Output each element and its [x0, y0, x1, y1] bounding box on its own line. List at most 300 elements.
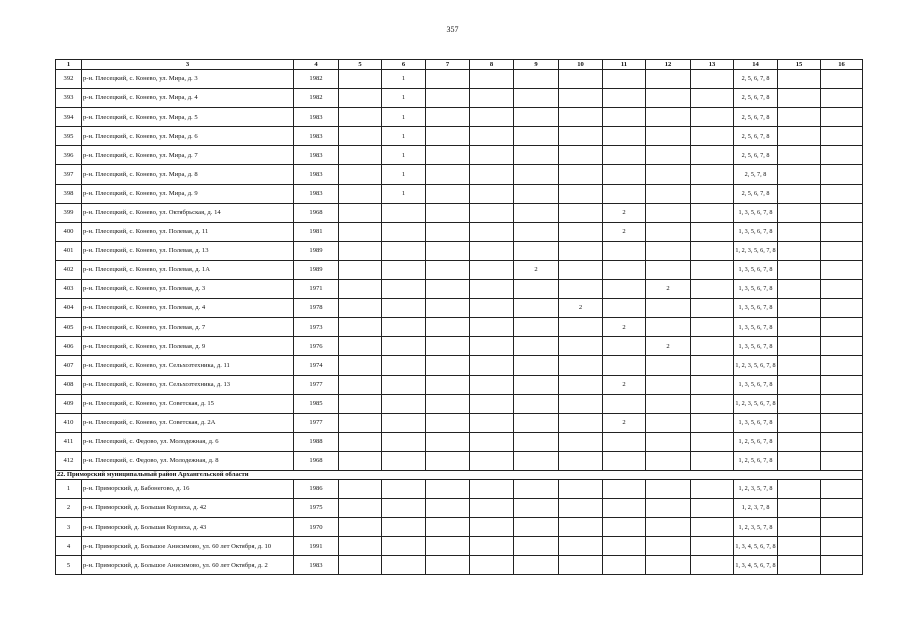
value-cell-13 — [691, 537, 734, 556]
value-cell-7 — [426, 556, 470, 575]
address-cell: р-н. Плесецкий, с. Конево, ул. Сельхозтехника, д. 11 — [82, 356, 294, 375]
table-row — [56, 556, 863, 575]
year-cell: 1971 — [294, 280, 339, 299]
value-cell-13 — [691, 499, 734, 518]
table-body — [56, 70, 863, 575]
address-cell: р-н. Плесецкий, с. Конево, ул. Полевая, д. 11 — [82, 222, 294, 241]
value-cell-11: 2 — [603, 222, 646, 241]
value-cell-13 — [691, 280, 734, 299]
value-cell-13 — [691, 299, 734, 318]
table-row — [56, 537, 863, 556]
value-cell-11 — [603, 146, 646, 165]
value-cell-9 — [514, 203, 559, 222]
year-cell: 1981 — [294, 222, 339, 241]
value-cell-11 — [603, 337, 646, 356]
value-cell-7 — [426, 432, 470, 451]
value-cell-12 — [646, 413, 691, 432]
value-cell-11: 2 — [603, 413, 646, 432]
value-cell-8 — [470, 499, 514, 518]
value-cell-11 — [603, 127, 646, 146]
value-cell-10 — [559, 70, 603, 89]
value-cell-15 — [778, 556, 821, 575]
value-cell-5 — [339, 518, 382, 537]
value-cell-13 — [691, 394, 734, 413]
value-cell-11 — [603, 260, 646, 279]
address-cell: р-н. Плесецкий, с. Конево, ул. Полевая, д. 1А — [82, 260, 294, 279]
column-header-7: 7 — [426, 60, 470, 70]
value-cell-12 — [646, 394, 691, 413]
year-cell: 1991 — [294, 537, 339, 556]
value-cell-14: 1, 2, 3, 5, 7, 8 — [734, 518, 778, 537]
column-header-15: 15 — [778, 60, 821, 70]
year-cell: 1989 — [294, 260, 339, 279]
value-cell-9 — [514, 108, 559, 127]
value-cell-15 — [778, 184, 821, 203]
value-cell-8 — [470, 375, 514, 394]
value-cell-7 — [426, 337, 470, 356]
value-cell-6 — [382, 337, 426, 356]
value-cell-12 — [646, 241, 691, 260]
value-cell-10 — [559, 499, 603, 518]
value-cell-13 — [691, 222, 734, 241]
value-cell-16 — [821, 299, 863, 318]
value-cell-13 — [691, 260, 734, 279]
value-cell-9 — [514, 241, 559, 260]
row-number-cell: 407 — [56, 356, 82, 375]
value-cell-11: 2 — [603, 318, 646, 337]
row-number-cell: 5 — [56, 556, 82, 575]
year-cell: 1975 — [294, 499, 339, 518]
value-cell-10 — [559, 356, 603, 375]
value-cell-5 — [339, 89, 382, 108]
column-header-3: 3 — [82, 60, 294, 70]
value-cell-9 — [514, 375, 559, 394]
address-cell: р-н. Приморский, д. Большая Корзиха, д. 42 — [82, 499, 294, 518]
value-cell-11 — [603, 518, 646, 537]
value-cell-8 — [470, 337, 514, 356]
row-number-cell: 397 — [56, 165, 82, 184]
value-cell-14: 2, 5, 6, 7, 8 — [734, 89, 778, 108]
value-cell-6 — [382, 375, 426, 394]
value-cell-9 — [514, 146, 559, 165]
value-cell-16 — [821, 432, 863, 451]
value-cell-15 — [778, 241, 821, 260]
value-cell-7 — [426, 241, 470, 260]
table-row — [56, 280, 863, 299]
value-cell-10 — [559, 108, 603, 127]
value-cell-9 — [514, 356, 559, 375]
value-cell-14: 1, 3, 5, 6, 7, 8 — [734, 299, 778, 318]
value-cell-7 — [426, 222, 470, 241]
value-cell-11 — [603, 280, 646, 299]
value-cell-14: 2, 5, 6, 7, 8 — [734, 184, 778, 203]
value-cell-6: 1 — [382, 165, 426, 184]
year-cell: 1986 — [294, 479, 339, 498]
address-cell: р-н. Плесецкий, с. Конево, ул. Полевая, д. 4 — [82, 299, 294, 318]
value-cell-9 — [514, 337, 559, 356]
address-cell: р-н. Плесецкий, с. Конево, ул. Мира, д. 4 — [82, 89, 294, 108]
value-cell-7 — [426, 299, 470, 318]
value-cell-8 — [470, 165, 514, 184]
value-cell-8 — [470, 318, 514, 337]
table-row — [56, 413, 863, 432]
year-cell: 1989 — [294, 241, 339, 260]
value-cell-16 — [821, 413, 863, 432]
value-cell-12 — [646, 108, 691, 127]
row-number-cell: 412 — [56, 451, 82, 470]
year-cell: 1983 — [294, 127, 339, 146]
value-cell-6 — [382, 479, 426, 498]
year-cell: 1982 — [294, 89, 339, 108]
value-cell-13 — [691, 356, 734, 375]
value-cell-16 — [821, 479, 863, 498]
table-row — [56, 337, 863, 356]
value-cell-14: 1, 3, 4, 5, 6, 7, 8 — [734, 537, 778, 556]
value-cell-8 — [470, 89, 514, 108]
row-number-cell: 402 — [56, 260, 82, 279]
value-cell-5 — [339, 203, 382, 222]
value-cell-14: 2, 5, 6, 7, 8 — [734, 127, 778, 146]
value-cell-7 — [426, 280, 470, 299]
column-header-5: 5 — [339, 60, 382, 70]
value-cell-11 — [603, 356, 646, 375]
value-cell-12 — [646, 127, 691, 146]
value-cell-15 — [778, 413, 821, 432]
value-cell-16 — [821, 146, 863, 165]
value-cell-16 — [821, 499, 863, 518]
value-cell-13 — [691, 241, 734, 260]
value-cell-14: 1, 3, 5, 6, 7, 8 — [734, 318, 778, 337]
row-number-cell: 409 — [56, 394, 82, 413]
value-cell-12 — [646, 203, 691, 222]
row-number-cell: 410 — [56, 413, 82, 432]
value-cell-11 — [603, 108, 646, 127]
value-cell-10 — [559, 89, 603, 108]
value-cell-12: 2 — [646, 280, 691, 299]
year-cell: 1983 — [294, 184, 339, 203]
value-cell-12 — [646, 222, 691, 241]
value-cell-10 — [559, 260, 603, 279]
value-cell-6: 1 — [382, 108, 426, 127]
value-cell-6 — [382, 518, 426, 537]
value-cell-5 — [339, 479, 382, 498]
row-number-cell: 403 — [56, 280, 82, 299]
value-cell-9 — [514, 518, 559, 537]
value-cell-14: 1, 3, 5, 6, 7, 8 — [734, 280, 778, 299]
value-cell-6: 1 — [382, 89, 426, 108]
value-cell-7 — [426, 260, 470, 279]
value-cell-6 — [382, 537, 426, 556]
page-number: 357 — [446, 25, 459, 34]
value-cell-9 — [514, 537, 559, 556]
value-cell-10: 2 — [559, 299, 603, 318]
value-cell-16 — [821, 318, 863, 337]
value-cell-8 — [470, 556, 514, 575]
value-cell-9 — [514, 318, 559, 337]
value-cell-12 — [646, 451, 691, 470]
value-cell-10 — [559, 432, 603, 451]
value-cell-14: 1, 2, 5, 6, 7, 8 — [734, 451, 778, 470]
value-cell-8 — [470, 356, 514, 375]
value-cell-11 — [603, 537, 646, 556]
value-cell-14: 1, 2, 3, 5, 6, 7, 8 — [734, 356, 778, 375]
table-row — [56, 260, 863, 279]
value-cell-15 — [778, 318, 821, 337]
address-cell: р-н. Приморский, д. Бабонегово, д. 16 — [82, 479, 294, 498]
value-cell-11 — [603, 70, 646, 89]
column-header-13: 13 — [691, 60, 734, 70]
value-cell-15 — [778, 499, 821, 518]
value-cell-9 — [514, 479, 559, 498]
value-cell-5 — [339, 337, 382, 356]
value-cell-8 — [470, 299, 514, 318]
value-cell-11 — [603, 556, 646, 575]
value-cell-8 — [470, 432, 514, 451]
value-cell-14: 2, 5, 6, 7, 8 — [734, 108, 778, 127]
row-number-cell: 3 — [56, 518, 82, 537]
value-cell-15 — [778, 280, 821, 299]
value-cell-7 — [426, 184, 470, 203]
value-cell-6: 1 — [382, 184, 426, 203]
value-cell-8 — [470, 413, 514, 432]
value-cell-15 — [778, 127, 821, 146]
value-cell-5 — [339, 413, 382, 432]
value-cell-15 — [778, 479, 821, 498]
address-cell: р-н. Плесецкий, с. Конево, ул. Сельхозтехника, д. 13 — [82, 375, 294, 394]
row-number-cell: 404 — [56, 299, 82, 318]
address-cell: р-н. Плесецкий, с. Конево, ул. Мира, д. 6 — [82, 127, 294, 146]
row-number-cell: 2 — [56, 499, 82, 518]
value-cell-16 — [821, 280, 863, 299]
value-cell-16 — [821, 260, 863, 279]
year-cell: 1983 — [294, 146, 339, 165]
value-cell-16 — [821, 184, 863, 203]
column-header-16: 16 — [821, 60, 863, 70]
value-cell-12 — [646, 318, 691, 337]
value-cell-5 — [339, 165, 382, 184]
value-cell-11 — [603, 394, 646, 413]
value-cell-15 — [778, 89, 821, 108]
value-cell-7 — [426, 394, 470, 413]
year-cell: 1976 — [294, 337, 339, 356]
address-cell: р-н. Плесецкий, с. Конево, ул. Мира, д. 5 — [82, 108, 294, 127]
address-cell: р-н. Плесецкий, с. Федово, ул. Молодежная, д. 8 — [82, 451, 294, 470]
value-cell-5 — [339, 537, 382, 556]
value-cell-12 — [646, 299, 691, 318]
column-header-12: 12 — [646, 60, 691, 70]
value-cell-14: 1, 3, 5, 6, 7, 8 — [734, 337, 778, 356]
value-cell-6: 1 — [382, 146, 426, 165]
table-row — [56, 165, 863, 184]
year-cell: 1973 — [294, 318, 339, 337]
value-cell-11: 2 — [603, 203, 646, 222]
row-number-cell: 392 — [56, 70, 82, 89]
value-cell-16 — [821, 537, 863, 556]
value-cell-9: 2 — [514, 260, 559, 279]
table-row — [56, 222, 863, 241]
value-cell-13 — [691, 89, 734, 108]
value-cell-8 — [470, 280, 514, 299]
value-cell-15 — [778, 203, 821, 222]
value-cell-5 — [339, 356, 382, 375]
row-number-cell: 400 — [56, 222, 82, 241]
value-cell-9 — [514, 432, 559, 451]
value-cell-16 — [821, 127, 863, 146]
value-cell-12 — [646, 499, 691, 518]
value-cell-16 — [821, 394, 863, 413]
value-cell-6 — [382, 280, 426, 299]
value-cell-5 — [339, 499, 382, 518]
value-cell-9 — [514, 222, 559, 241]
table-row — [56, 394, 863, 413]
value-cell-5 — [339, 108, 382, 127]
value-cell-7 — [426, 70, 470, 89]
value-cell-12 — [646, 165, 691, 184]
address-cell: р-н. Плесецкий, с. Конево, ул. Советская, д. 15 — [82, 394, 294, 413]
value-cell-15 — [778, 165, 821, 184]
value-cell-12 — [646, 375, 691, 394]
value-cell-11 — [603, 89, 646, 108]
value-cell-15 — [778, 108, 821, 127]
year-cell: 1983 — [294, 556, 339, 575]
value-cell-6 — [382, 394, 426, 413]
value-cell-7 — [426, 479, 470, 498]
value-cell-15 — [778, 146, 821, 165]
table-row — [56, 479, 863, 498]
address-cell: р-н. Плесецкий, с. Конево, ул. Мира, д. 8 — [82, 165, 294, 184]
address-cell: р-н. Плесецкий, с. Конево, ул. Мира, д. 9 — [82, 184, 294, 203]
value-cell-7 — [426, 203, 470, 222]
value-cell-10 — [559, 394, 603, 413]
value-cell-9 — [514, 451, 559, 470]
value-cell-13 — [691, 127, 734, 146]
value-cell-9 — [514, 499, 559, 518]
value-cell-16 — [821, 203, 863, 222]
value-cell-9 — [514, 184, 559, 203]
value-cell-10 — [559, 184, 603, 203]
value-cell-5 — [339, 280, 382, 299]
value-cell-12 — [646, 70, 691, 89]
value-cell-7 — [426, 127, 470, 146]
value-cell-10 — [559, 537, 603, 556]
value-cell-5 — [339, 451, 382, 470]
value-cell-13 — [691, 432, 734, 451]
year-cell: 1968 — [294, 203, 339, 222]
table-row — [56, 203, 863, 222]
value-cell-7 — [426, 518, 470, 537]
value-cell-10 — [559, 222, 603, 241]
column-header-8: 8 — [470, 60, 514, 70]
value-cell-10 — [559, 518, 603, 537]
table-row — [56, 318, 863, 337]
housing-registry-table — [55, 59, 863, 575]
value-cell-14: 1, 3, 5, 6, 7, 8 — [734, 203, 778, 222]
address-cell: р-н. Плесецкий, с. Конево, ул. Полевая, д. 9 — [82, 337, 294, 356]
year-cell: 1970 — [294, 518, 339, 537]
row-number-cell: 395 — [56, 127, 82, 146]
address-cell: р-н. Приморский, д. Большое Анисимово, ул. 60 лет Октября, д. 2 — [82, 556, 294, 575]
value-cell-16 — [821, 337, 863, 356]
value-cell-6 — [382, 203, 426, 222]
value-cell-7 — [426, 451, 470, 470]
value-cell-14: 1, 3, 5, 6, 7, 8 — [734, 413, 778, 432]
value-cell-13 — [691, 318, 734, 337]
value-cell-10 — [559, 241, 603, 260]
table-row — [56, 70, 863, 89]
value-cell-15 — [778, 537, 821, 556]
table-row — [56, 184, 863, 203]
value-cell-8 — [470, 241, 514, 260]
value-cell-11 — [603, 165, 646, 184]
address-cell: р-н. Плесецкий, с. Конево, ул. Полевая, д. 7 — [82, 318, 294, 337]
table-row — [56, 127, 863, 146]
value-cell-12 — [646, 184, 691, 203]
value-cell-6 — [382, 299, 426, 318]
value-cell-12 — [646, 260, 691, 279]
row-number-cell: 394 — [56, 108, 82, 127]
value-cell-10 — [559, 413, 603, 432]
value-cell-8 — [470, 184, 514, 203]
value-cell-7 — [426, 499, 470, 518]
value-cell-15 — [778, 375, 821, 394]
value-cell-15 — [778, 299, 821, 318]
value-cell-5 — [339, 241, 382, 260]
value-cell-12 — [646, 537, 691, 556]
column-header-1: 1 — [56, 60, 82, 70]
value-cell-7 — [426, 537, 470, 556]
value-cell-10 — [559, 146, 603, 165]
value-cell-9 — [514, 70, 559, 89]
value-cell-8 — [470, 108, 514, 127]
value-cell-5 — [339, 146, 382, 165]
value-cell-14: 1, 2, 3, 7, 8 — [734, 499, 778, 518]
value-cell-12: 2 — [646, 337, 691, 356]
value-cell-5 — [339, 222, 382, 241]
year-cell: 1983 — [294, 108, 339, 127]
value-cell-6 — [382, 241, 426, 260]
value-cell-15 — [778, 260, 821, 279]
value-cell-10 — [559, 556, 603, 575]
address-cell: р-н. Приморский, д. Большое Анисимово, ул. 60 лет Октября, д. 10 — [82, 537, 294, 556]
value-cell-7 — [426, 108, 470, 127]
value-cell-13 — [691, 518, 734, 537]
value-cell-7 — [426, 165, 470, 184]
value-cell-13 — [691, 203, 734, 222]
value-cell-8 — [470, 70, 514, 89]
value-cell-8 — [470, 518, 514, 537]
row-number-cell: 401 — [56, 241, 82, 260]
value-cell-9 — [514, 127, 559, 146]
value-cell-7 — [426, 146, 470, 165]
value-cell-6 — [382, 499, 426, 518]
value-cell-11: 2 — [603, 375, 646, 394]
header-row — [56, 60, 863, 70]
value-cell-8 — [470, 222, 514, 241]
value-cell-16 — [821, 89, 863, 108]
address-cell: р-н. Плесецкий, с. Конево, ул. Мира, д. 3 — [82, 70, 294, 89]
year-cell: 1988 — [294, 432, 339, 451]
value-cell-10 — [559, 127, 603, 146]
value-cell-14: 2, 5, 6, 7, 8 — [734, 146, 778, 165]
value-cell-13 — [691, 556, 734, 575]
value-cell-16 — [821, 241, 863, 260]
value-cell-10 — [559, 203, 603, 222]
value-cell-14: 2, 5, 6, 7, 8 — [734, 70, 778, 89]
value-cell-16 — [821, 70, 863, 89]
value-cell-8 — [470, 146, 514, 165]
value-cell-15 — [778, 356, 821, 375]
value-cell-8 — [470, 203, 514, 222]
